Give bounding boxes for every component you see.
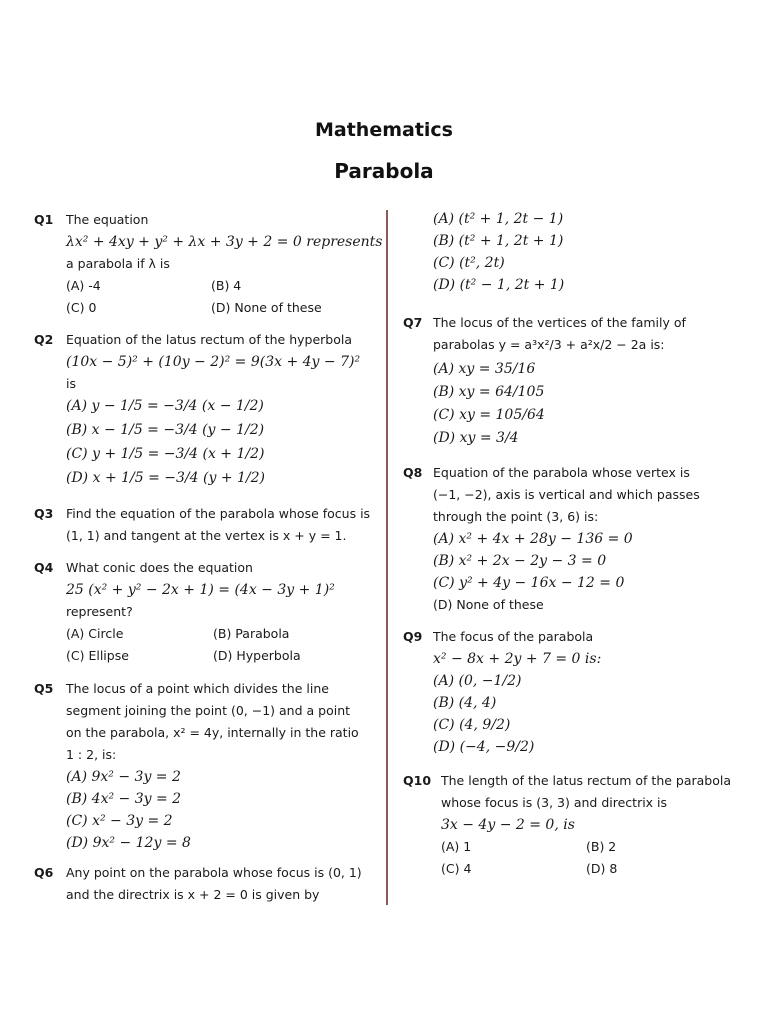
question-text: Any point on the parabola whose focus is (0, 1) [66, 865, 362, 880]
question-number: Q9 [403, 629, 423, 644]
option-b[interactable]: (B) xy = 64/105 [433, 384, 545, 400]
option-b[interactable]: (B) 4x² − 3y = 2 [66, 791, 182, 807]
option-c[interactable]: (C) xy = 105/64 [433, 407, 545, 423]
question-text: The focus of the parabola [433, 629, 594, 644]
question-text: is [66, 376, 76, 391]
option-c[interactable]: (C) (t², 2t) [433, 255, 505, 271]
option-b[interactable]: (B) Parabola [213, 626, 290, 641]
question-number: Q5 [34, 681, 54, 696]
column-divider [386, 210, 388, 905]
question-text: through the point (3, 6) is: [433, 509, 599, 524]
question-text: represent? [66, 604, 133, 619]
question-equation: 25 (x² + y² − 2x + 1) = (4x − 3y + 1)² [66, 582, 335, 598]
question-text: 1 : 2, is: [66, 747, 117, 762]
question-text: a parabola if λ is [66, 256, 170, 271]
question-text: The locus of the vertices of the family of [433, 315, 686, 330]
option-b[interactable]: (B) 2 [586, 839, 617, 854]
option-d[interactable]: (D) None of these [433, 597, 544, 612]
option-d[interactable]: (D) xy = 3/4 [433, 430, 519, 446]
question-text: Equation of the latus rectum of the hyperbola [66, 332, 352, 347]
question-equation: (10x − 5)² + (10y − 2)² = 9(3x + 4y − 7)² [66, 354, 361, 370]
question-number: Q3 [34, 506, 54, 521]
option-a[interactable]: (A) xy = 35/16 [433, 361, 536, 377]
question-text: What conic does the equation [66, 560, 253, 575]
option-c[interactable]: (C) x² − 3y = 2 [66, 813, 173, 829]
question-number: Q6 [34, 865, 54, 880]
option-b[interactable]: (B) 4 [211, 278, 242, 293]
option-a[interactable]: (A) x² + 4x + 28y − 136 = 0 [433, 531, 633, 547]
option-c[interactable]: (C) y² + 4y − 16x − 12 = 0 [433, 575, 625, 591]
option-d[interactable]: (D) 9x² − 12y = 8 [66, 835, 191, 851]
option-b[interactable]: (B) (4, 4) [433, 695, 497, 711]
question-text: on the parabola, x² = 4y, internally in the ratio [66, 725, 359, 740]
question-number: Q10 [403, 773, 432, 788]
option-c[interactable]: (C) Ellipse [66, 648, 129, 663]
option-d[interactable]: (D) (−4, −9/2) [433, 739, 535, 755]
option-b[interactable]: (B) (t² + 1, 2t + 1) [433, 233, 564, 249]
question-text: segment joining the point (0, −1) and a point [66, 703, 351, 718]
option-d[interactable]: (D) Hyperbola [213, 648, 301, 663]
option-b[interactable]: (B) x − 1/5 = −3/4 (y − 1/2) [66, 422, 265, 438]
question-text: The length of the latus rectum of the parabola [441, 773, 732, 788]
option-a[interactable]: (A) 1 [441, 839, 472, 854]
question-text: The locus of a point which divides the line [66, 681, 329, 696]
option-c[interactable]: (C) 0 [66, 300, 97, 315]
option-d[interactable]: (D) None of these [211, 300, 322, 315]
page-subject-title: Mathematics [314, 119, 453, 141]
question-text: The equation [66, 212, 149, 227]
question-text: whose focus is (3, 3) and directrix is [441, 795, 668, 810]
option-d[interactable]: (D) 8 [586, 861, 618, 876]
question-equation: 3x − 4y − 2 = 0, is [441, 817, 575, 833]
question-number: Q7 [403, 315, 423, 330]
option-a[interactable]: (A) 9x² − 3y = 2 [66, 769, 181, 785]
question-text: parabolas y = a³x²/3 + a²x/2 − 2a is: [433, 337, 665, 352]
page-topic-title: Parabola [334, 159, 434, 183]
option-a[interactable]: (A) (t² + 1, 2t − 1) [433, 211, 564, 227]
question-number: Q8 [403, 465, 423, 480]
question-text: Find the equation of the parabola whose focus is [66, 506, 371, 521]
question-text: (1, 1) and tangent at the vertex is x + y = 1. [66, 528, 347, 543]
option-a[interactable]: (A) (0, −1/2) [433, 673, 522, 689]
option-b[interactable]: (B) x² + 2x − 2y − 3 = 0 [433, 553, 607, 569]
question-number: Q1 [34, 212, 54, 227]
question-number: Q2 [34, 332, 54, 347]
option-a[interactable]: (A) y − 1/5 = −3/4 (x − 1/2) [66, 398, 264, 414]
question-6-options [433, 208, 733, 296]
question-text: Equation of the parabola whose vertex is [433, 465, 690, 480]
option-a[interactable]: (A) Circle [66, 626, 124, 641]
option-c[interactable]: (C) 4 [441, 861, 472, 876]
option-a[interactable]: (A) -4 [66, 278, 101, 293]
question-equation: x² − 8x + 2y + 7 = 0 is: [433, 651, 602, 667]
option-d[interactable]: (D) (t² − 1, 2t + 1) [433, 277, 565, 293]
option-c[interactable]: (C) (4, 9/2) [433, 717, 511, 733]
question-number: Q4 [34, 560, 54, 575]
option-d[interactable]: (D) x + 1/5 = −3/4 (y + 1/2) [66, 470, 265, 486]
question-text: (−1, −2), axis is vertical and which passes [433, 487, 700, 502]
option-c[interactable]: (C) y + 1/5 = −3/4 (x + 1/2) [66, 446, 265, 462]
question-text: and the directrix is x + 2 = 0 is given by [66, 887, 320, 902]
question-equation: λx² + 4xy + y² + λx + 3y + 2 = 0 represents [66, 234, 383, 250]
